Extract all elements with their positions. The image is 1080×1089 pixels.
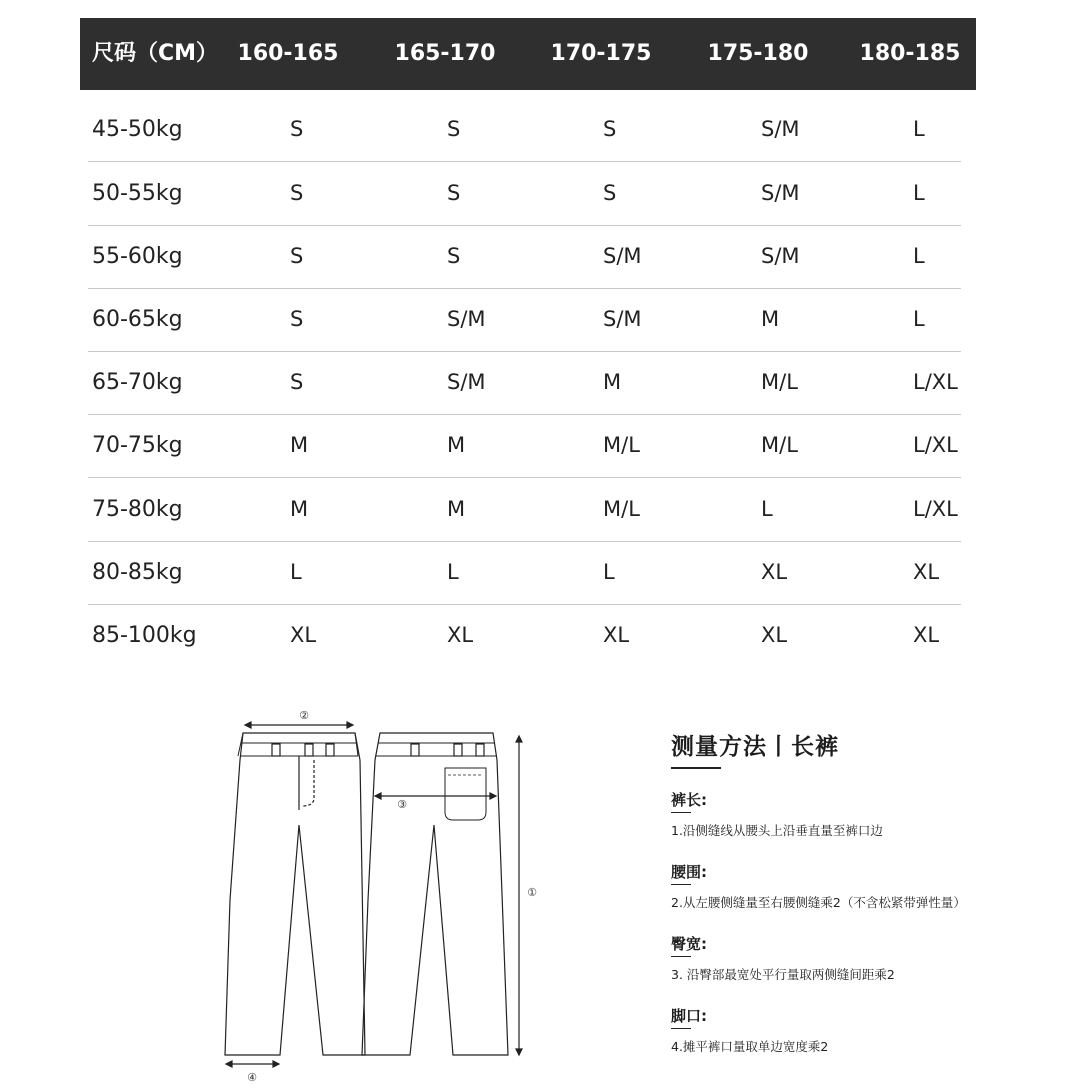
marker-2: ② — [299, 709, 309, 722]
title-underline — [671, 767, 721, 769]
header-size-label: 尺码（CM） — [92, 41, 219, 66]
section-label: 脚口: — [671, 1007, 707, 1025]
size-table-header — [80, 18, 976, 90]
section-waist — [671, 861, 1051, 911]
measurement-markers — [247, 709, 537, 1084]
weight-cell: 50-55kg — [92, 181, 183, 206]
section-label: 臀宽: — [671, 935, 707, 953]
section-label: 腰围: — [671, 863, 707, 881]
marker-4: ④ — [247, 1071, 257, 1084]
section-hip — [671, 933, 1051, 983]
weight-cell: 80-85kg — [92, 560, 183, 585]
label-underline — [671, 884, 691, 885]
header-height-165-170: 165-170 — [394, 41, 496, 66]
section-label: 裤长: — [671, 791, 707, 809]
header-height-160-165: 160-165 — [237, 41, 339, 66]
section-text: 4.摊平裤口量取单边宽度乘2 — [671, 1039, 829, 1054]
table-row: 80-85kg L L L XL XL — [88, 541, 961, 605]
header-height-175-180: 175-180 — [707, 41, 809, 66]
table-row: 50-55kg S S S S/M L — [88, 162, 961, 226]
weight-cell: 65-70kg — [92, 370, 183, 395]
weight-cell: 60-65kg — [92, 307, 183, 332]
table-row: 70-75kg M M M/L M/L L/XL — [88, 414, 961, 478]
method-title: 测量方法丨长裤 — [671, 734, 839, 760]
measurement-method-panel — [671, 728, 1051, 1055]
section-length — [671, 789, 1051, 839]
back-pants-drawing — [362, 733, 508, 1055]
weight-cell: 70-75kg — [92, 433, 183, 458]
weight-cell: 45-50kg — [92, 117, 183, 142]
table-row: 45-50kg S S S S/M L — [88, 98, 961, 162]
weight-cell: 75-80kg — [92, 497, 183, 522]
header-height-170-175: 170-175 — [550, 41, 652, 66]
section-text: 3. 沿臀部最宽处平行量取两侧缝间距乘2 — [671, 967, 895, 982]
pants-measurement-diagram — [210, 700, 550, 1089]
table-row: 85-100kg XL XL XL XL XL — [88, 604, 961, 667]
weight-cell: 55-60kg — [92, 244, 183, 269]
label-underline — [671, 956, 691, 957]
table-row: 75-80kg M M M/L L L/XL — [88, 478, 961, 542]
table-row: 60-65kg S S/M S/M M L — [88, 288, 961, 352]
front-pants-drawing — [225, 733, 365, 1055]
section-text: 1.沿侧缝线从腰头上沿垂直量至裤口边 — [671, 823, 883, 838]
section-text: 2.从左腰侧缝量至右腰侧缝乘2（不含松紧带弹性量） — [671, 895, 966, 910]
label-underline — [671, 1028, 691, 1029]
weight-cell: 85-100kg — [92, 623, 197, 648]
marker-1: ① — [527, 886, 537, 899]
header-height-180-185: 180-185 — [859, 41, 961, 66]
table-row: 65-70kg S S/M M M/L L/XL — [88, 351, 961, 415]
table-row: 55-60kg S S S/M S/M L — [88, 225, 961, 289]
section-leg-opening — [671, 1005, 1051, 1055]
label-underline — [671, 812, 691, 813]
marker-3: ③ — [397, 798, 407, 811]
